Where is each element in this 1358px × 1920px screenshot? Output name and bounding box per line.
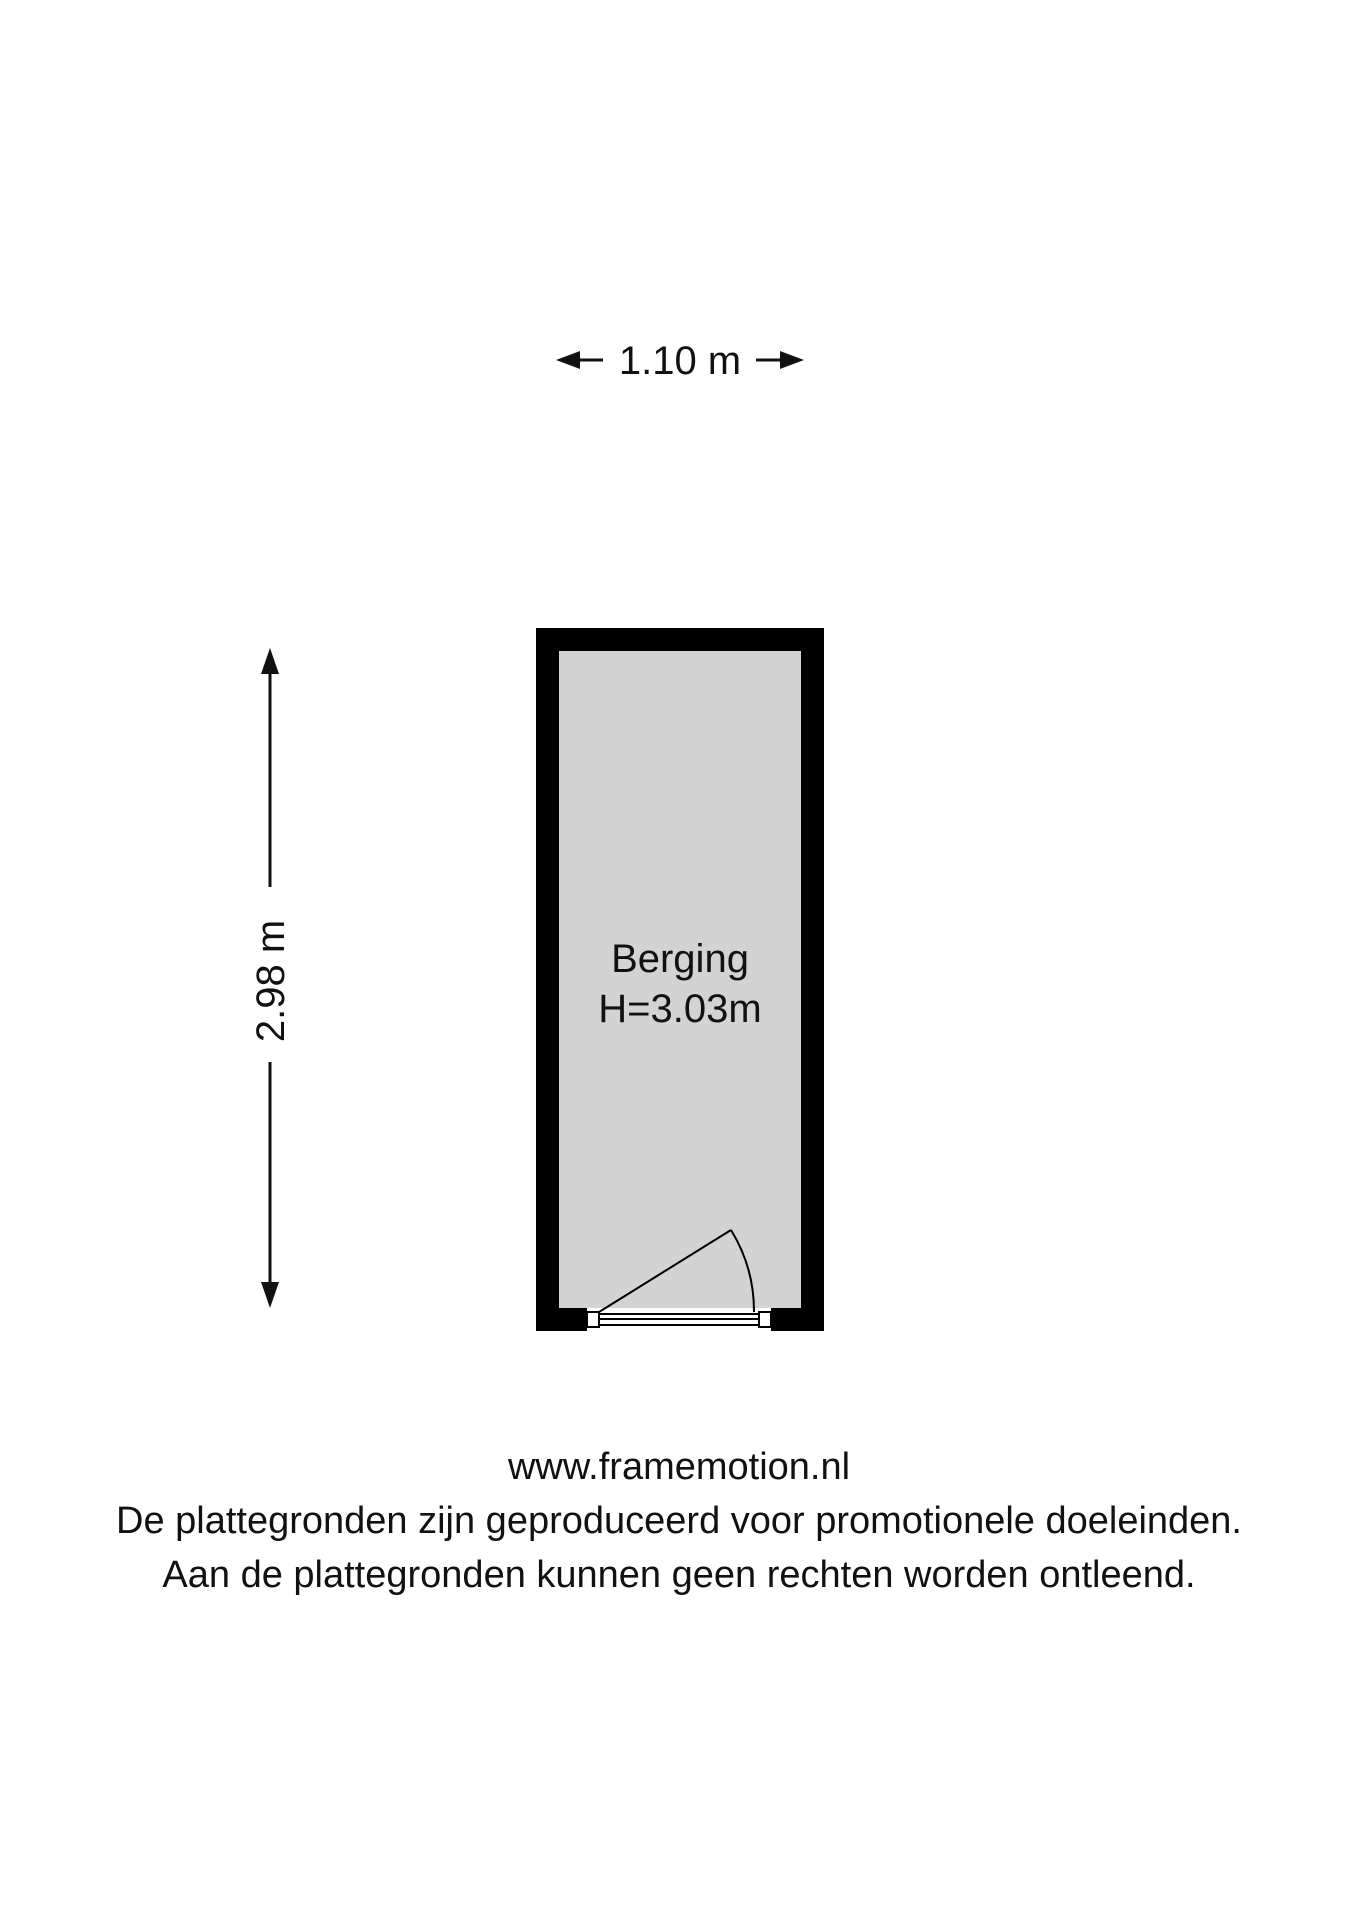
room-ceiling-height: H=3.03m — [598, 987, 762, 1031]
room-berging — [536, 628, 824, 1331]
width-dimension — [556, 339, 804, 383]
door-jamb-left — [587, 1312, 599, 1327]
disclaimer-line-1: De plattegronden zijn geproduceerd voor promotionele doeleinden. — [116, 1500, 1242, 1542]
height-arrow-bottom-head — [261, 1282, 279, 1308]
width-label: 1.10 m — [618, 339, 742, 383]
website-link[interactable]: www.framemotion.nl — [507, 1446, 851, 1488]
room-name: Berging — [611, 937, 749, 981]
footer — [0, 1440, 1358, 1602]
height-label: 2.98 m — [249, 919, 293, 1043]
width-arrow-left-head — [556, 351, 580, 369]
disclaimer-line-2: Aan de plattegronden kunnen geen rechten worden ontleend. — [162, 1554, 1196, 1596]
height-dimension — [249, 648, 293, 1308]
width-arrow-right-head — [780, 351, 804, 369]
door-jamb-right — [759, 1312, 771, 1327]
